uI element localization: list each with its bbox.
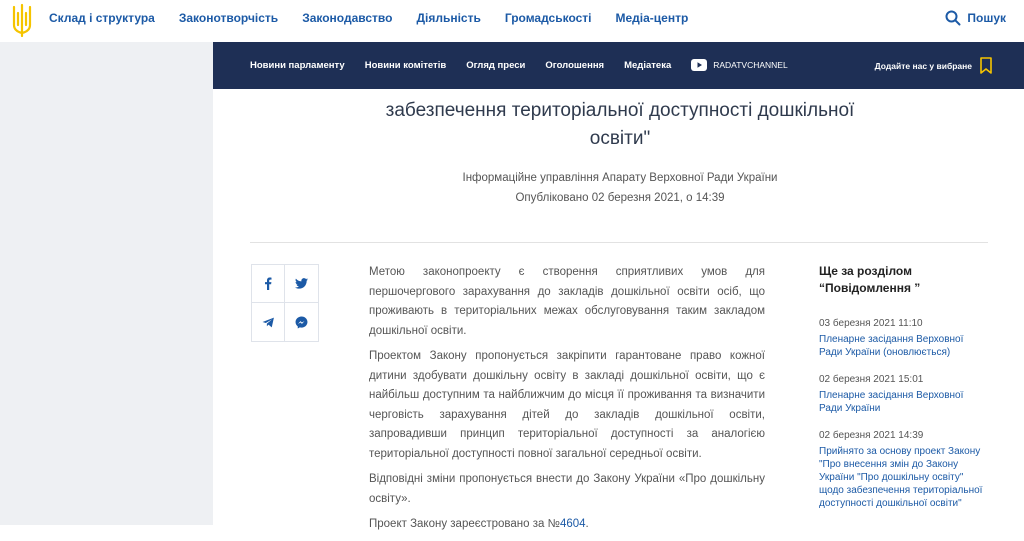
news-date: 03 березня 2021 11:10	[819, 318, 923, 329]
youtube-channel-link[interactable]	[691, 58, 787, 71]
share-twitter-button[interactable]	[285, 265, 318, 303]
subnav-mediateka[interactable]: Медіатека	[624, 60, 672, 71]
youtube-label: RADATVCHANNEL	[713, 59, 788, 70]
list-item	[819, 373, 989, 415]
sub-nav-bar	[213, 42, 1024, 89]
main-nav	[49, 11, 712, 25]
search-icon	[945, 10, 961, 26]
top-header	[0, 0, 1024, 42]
nav-media-tsentr[interactable]: Медіа-центр	[615, 11, 689, 25]
nav-diialnist[interactable]: Діяльність	[416, 11, 481, 25]
twitter-icon	[295, 278, 308, 289]
share-buttons	[251, 264, 319, 342]
subnav-novyny-komitetiv[interactable]: Новини комітетів	[364, 60, 447, 71]
news-title-link[interactable]: Прийнято за основу проект Закону "Про внесення змін до Закону України "Про дошкільну освіту" щодо забезпечення територіальної доступності дошкільної освіти"	[819, 446, 983, 509]
subnav-novyny-parlamentu[interactable]: Новини парламенту	[250, 60, 345, 71]
bill-number-link[interactable]: 4604	[559, 518, 586, 530]
youtube-icon	[691, 59, 707, 71]
registration-text: Проект Закону зареєстровано за №	[369, 518, 560, 530]
nav-hromadskosti[interactable]: Громадськості	[504, 11, 592, 25]
facebook-icon	[264, 277, 272, 290]
related-news-sidebar	[819, 263, 989, 524]
article-meta	[420, 168, 820, 208]
list-item	[819, 317, 989, 359]
article-title-line2: освіти"	[589, 128, 651, 149]
article-title	[330, 97, 910, 153]
article-title-line1: забезпечення територіальної доступності дошкільної	[385, 100, 855, 121]
share-messenger-button[interactable]	[285, 303, 318, 341]
nav-sklad[interactable]: Склад і структура	[49, 11, 155, 25]
search-label: Пошук	[967, 11, 1006, 25]
article-published-date: Опубліковано 02 березня 2021, о 14:39	[515, 192, 725, 204]
news-date: 02 березня 2021 14:39	[819, 430, 924, 441]
nav-zakonotvorchist[interactable]: Законотворчість	[178, 11, 279, 25]
news-title-link[interactable]: Пленарне засідання Верховної Ради України	[819, 390, 964, 414]
favorites-label: Додайте нас у вибране	[874, 60, 972, 71]
messenger-icon	[295, 316, 308, 329]
left-panel	[0, 42, 213, 525]
trident-logo-icon[interactable]	[10, 3, 34, 37]
add-to-favorites-button[interactable]	[875, 57, 992, 74]
list-item	[819, 429, 989, 510]
bookmark-icon	[980, 57, 992, 74]
share-facebook-button[interactable]	[252, 265, 285, 303]
sidebar-heading	[819, 263, 989, 297]
news-title-link[interactable]: Пленарне засідання Верховної Ради України (оновлюється)	[819, 334, 964, 358]
article-paragraph: Проектом Закону пропонується закріпити гарантоване право кожної дитини здобувати дошкільну освіту в закладі дошкільної освіти, що є найбільш доступним та найближчим до місця її проживання та визначити черговість зарахування дітей до закладів дошкільної освіти, запровадивши принцип територіальної доступності за аналогією територіальної доступності повної загальної середньої освіти.	[369, 350, 765, 460]
telegram-icon	[262, 317, 275, 328]
nav-zakonodavstvo[interactable]: Законодавство	[302, 11, 393, 25]
sidebar-heading-line1: Ще за розділом	[819, 264, 912, 278]
registration-end: .	[585, 518, 589, 530]
article-source: Інформаційне управління Апарату Верховної Ради України	[462, 172, 778, 184]
sub-nav	[250, 60, 788, 71]
subnav-ohliad-presy[interactable]: Огляд преси	[466, 60, 526, 71]
news-date: 02 березня 2021 15:01	[819, 374, 924, 385]
sidebar-heading-line2: “Повідомлення ”	[819, 281, 921, 295]
article-paragraph: Відповідні зміни пропонується внести до Закону України «Про дошкільну освіту».	[369, 473, 765, 505]
share-telegram-button[interactable]	[252, 303, 285, 341]
article-paragraph: Метою законопроекту є створення сприятливих умов для першочергового зарахування до закладів дошкільної освіти осіб, що проживають в територіальних межах обслуговування таким закладом дошкільної освіти.	[369, 266, 765, 337]
content-divider	[250, 242, 988, 243]
search-button[interactable]	[945, 10, 1006, 26]
article-body	[369, 263, 765, 541]
subnav-oholoshennia[interactable]: Оголошення	[545, 60, 605, 71]
